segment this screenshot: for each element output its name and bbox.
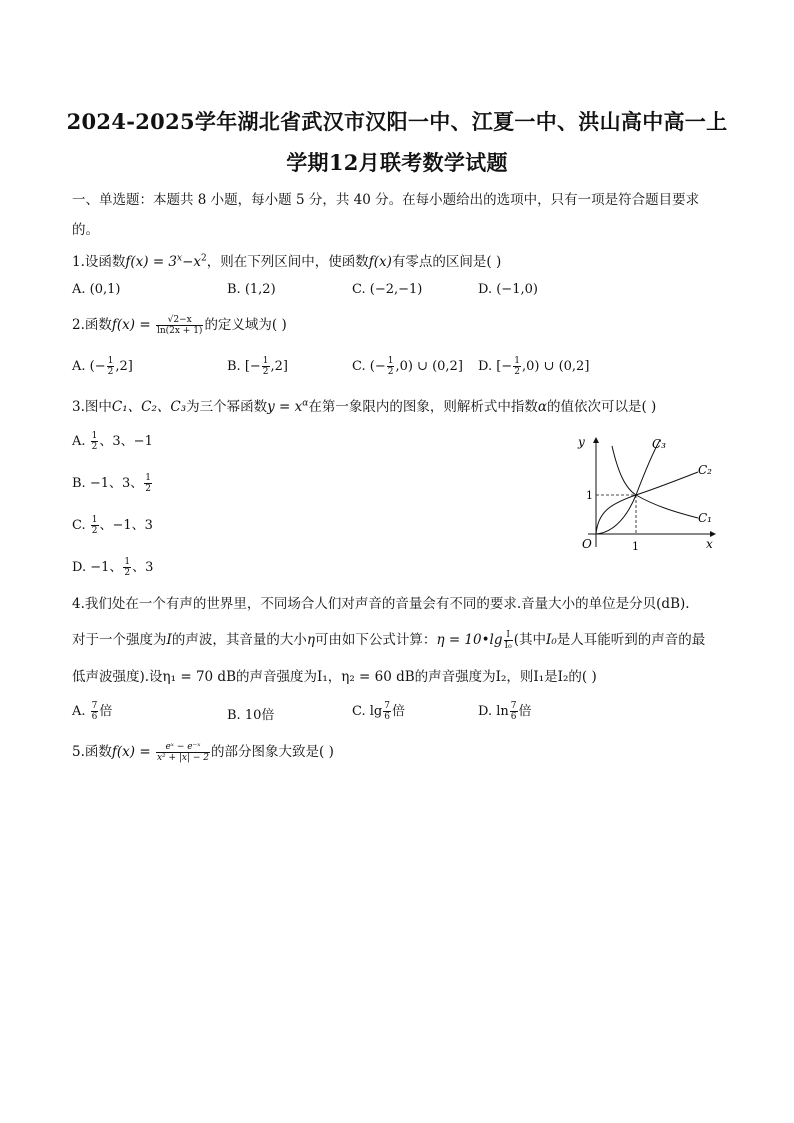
q2-b-frac xyxy=(262,356,270,377)
q4-frac-den: I₀ xyxy=(504,641,512,651)
q1-option-d[interactable]: D. (−1,0) xyxy=(478,282,538,297)
exam-title-line1: 2024-2025学年湖北省武汉市汉阳一中、江夏一中、洪山高中高一上 xyxy=(66,109,728,134)
frac-num: 1 xyxy=(124,557,131,567)
q2-d-label: D. [− xyxy=(478,359,513,374)
section-header-line1: 一、单选题：本题共 8 小题，每小题 5 分，共 40 分。在每小题给出的选项中，只有一项是符合题目要求 xyxy=(72,192,700,208)
q2-denominator: ln(2x + 1) xyxy=(156,326,203,336)
question-5 xyxy=(72,740,334,763)
y-axis-label: y xyxy=(578,435,585,449)
q5-pre: 5.函数 xyxy=(72,744,112,760)
q4-d-den: 6 xyxy=(510,712,517,722)
q4-b-pre: 10 xyxy=(244,708,262,723)
q1-pre: 1.设函数 xyxy=(72,254,126,270)
q2-post: 的定义域为( ) xyxy=(204,317,287,333)
q4-d-frac xyxy=(510,701,518,722)
q4-l2-end: 是人耳能听到的声音的最 xyxy=(556,632,706,648)
q4-c-num: 7 xyxy=(384,701,390,711)
q3-alpha2: α xyxy=(537,399,547,415)
q2-d-num: 1 xyxy=(514,356,520,366)
label-c3: C₃ xyxy=(652,437,666,451)
q4-c-frac xyxy=(383,701,391,722)
origin-label: O xyxy=(582,537,592,551)
q3-a-label: A. xyxy=(72,434,86,449)
q4-d-pre: ln xyxy=(496,704,509,719)
q1-option-c[interactable]: C. (−2,−1) xyxy=(352,282,423,297)
q2-a-frac xyxy=(107,356,115,377)
q1-post: ，则在下列区间中，使函数 xyxy=(206,254,369,270)
q2-func: f(x) = xyxy=(111,317,155,333)
q4-b-label: B. xyxy=(227,708,241,723)
frac-den: 2 xyxy=(91,526,98,536)
q4-l2-mid: 的声波，其音量的大小 xyxy=(171,632,307,648)
frac-den: 2 xyxy=(91,442,98,452)
q2-option-a[interactable] xyxy=(72,356,133,377)
q2-b-num: 1 xyxy=(262,356,269,366)
q4-c-pre: lg xyxy=(369,704,383,719)
q2-a-tail: ,2] xyxy=(115,359,133,374)
q4-a-label: A. xyxy=(72,704,86,719)
q4-d-tail: 倍 xyxy=(518,704,532,719)
q3-d-label: D. xyxy=(72,560,87,575)
q4-b-tail: 倍 xyxy=(261,708,275,723)
q2-option-b[interactable] xyxy=(227,356,288,377)
q5-numerator: eˣ − e⁻ˣ xyxy=(156,742,210,753)
q2-d-den: 2 xyxy=(514,367,520,377)
label-c1: C₁ xyxy=(698,511,712,525)
q4-d-num: 7 xyxy=(510,701,517,711)
q3-option-a[interactable] xyxy=(72,430,153,452)
q2-fraction xyxy=(156,315,204,336)
q1-option-a[interactable]: A. (0,1) xyxy=(72,282,121,297)
q3-post: 在第一象限内的图象，则解析式中指数 xyxy=(308,399,538,415)
frac-den: 2 xyxy=(145,484,151,494)
q2-c-label: C. (− xyxy=(352,359,386,374)
q3-c-label: C. xyxy=(72,518,86,533)
q3-c-frac xyxy=(91,515,99,536)
q2-c-tail: ,0) ∪ (0,2] xyxy=(395,359,463,374)
tick-x-1: 1 xyxy=(632,540,639,553)
q4-c-den: 6 xyxy=(384,712,390,722)
q2-b-tail: ,2] xyxy=(270,359,289,374)
q2-c-den: 2 xyxy=(387,367,394,377)
q4-l2-post: (其中 xyxy=(513,632,546,648)
q3-c-rest: 、−1、3 xyxy=(99,518,153,533)
q3-end: 的值依次可以是( ) xyxy=(546,399,657,415)
q1-exp2: 2 xyxy=(201,253,207,264)
q1-mid: −x xyxy=(182,254,202,270)
q3-pre: 3.图中 xyxy=(72,399,112,415)
q4-a-frac xyxy=(91,701,99,722)
q5-func: f(x) = xyxy=(111,744,155,760)
q3-b-rest: −1、3、 xyxy=(89,476,144,491)
q2-a-den: 2 xyxy=(107,367,114,377)
q3-d-rest: 、3 xyxy=(132,560,154,575)
q4-d-label: D. xyxy=(478,704,493,719)
q1-exp1: x xyxy=(177,253,183,264)
q2-d-frac xyxy=(513,356,521,377)
q4-a-tail: 倍 xyxy=(99,704,113,719)
q3-a-rest: 、3、−1 xyxy=(99,434,153,449)
q3-option-c[interactable] xyxy=(72,514,153,536)
q3-d-pre: −1、 xyxy=(90,560,123,575)
power-function-graph xyxy=(570,432,720,560)
q4-c-tail: 倍 xyxy=(391,704,405,719)
q2-b-label: B. [− xyxy=(227,359,261,374)
question-3 xyxy=(72,395,656,415)
x-axis-label: x xyxy=(706,537,713,551)
q5-post: 的部分图象大致是( ) xyxy=(211,744,334,760)
frac-num: 1 xyxy=(91,431,98,441)
q4-option-b[interactable] xyxy=(227,704,274,723)
q3-a-frac xyxy=(91,431,99,452)
frac-den: 2 xyxy=(124,568,131,578)
q3-d-frac xyxy=(123,557,131,578)
q4-l2-pre: 对于一个强度为 xyxy=(72,632,167,648)
q3-mid: 为三个幂函数 xyxy=(186,399,268,415)
q3-option-b[interactable] xyxy=(72,472,153,494)
q2-numerator: √2−x xyxy=(156,315,204,326)
q3-alpha: α xyxy=(302,398,309,409)
q3-b-frac xyxy=(144,473,152,494)
q2-a-label: A. (− xyxy=(72,359,106,374)
q4-option-d[interactable] xyxy=(478,700,532,722)
q4-eta: η xyxy=(306,632,315,648)
q2-pre: 2.函数 xyxy=(72,317,112,333)
q4-I0: I₀ xyxy=(545,632,557,648)
q4-l2-mid2: 可由如下公式计算： xyxy=(314,632,437,648)
question-2 xyxy=(72,313,287,336)
question-4-line2 xyxy=(72,628,705,651)
curve-c1 xyxy=(612,446,698,518)
q4-a-num: 7 xyxy=(91,701,98,711)
q4-a-den: 6 xyxy=(91,712,98,722)
q1-fx: f(x) xyxy=(368,254,392,270)
q1-post2: 有零点的区间是( ) xyxy=(391,254,502,270)
tick-y-1: 1 xyxy=(586,489,593,502)
q2-c-num: 1 xyxy=(387,356,394,366)
q4-c-label: C. xyxy=(352,704,366,719)
question-1 xyxy=(72,250,501,270)
q2-option-d[interactable] xyxy=(478,356,589,377)
q5-fraction xyxy=(156,742,210,763)
q2-b-den: 2 xyxy=(262,367,269,377)
q2-d-tail: ,0) ∪ (0,2] xyxy=(521,359,590,374)
q4-option-a[interactable] xyxy=(72,700,112,722)
q3-func: y = x xyxy=(267,399,303,415)
q4-option-c[interactable] xyxy=(352,700,405,722)
q2-option-c[interactable] xyxy=(352,356,463,377)
q1-func: f(x) = 3 xyxy=(125,254,178,270)
section-header-line2: 的。 xyxy=(72,222,99,238)
q4-formula: η = 10•lg xyxy=(436,632,503,648)
question-4-line1: 4.我们处在一个有声的世界里，不同场合人们对声音的音量会有不同的要求.音量大小的单位是分贝(dB). xyxy=(72,596,690,612)
q3-curves: C₁、C₂、C₃ xyxy=(111,399,187,415)
curve-c2 xyxy=(596,472,698,534)
frac-num: 1 xyxy=(145,473,151,483)
q4-frac-num: I xyxy=(504,630,513,641)
q3-option-d[interactable] xyxy=(72,556,153,578)
frac-num: 1 xyxy=(91,515,98,525)
label-c2: C₂ xyxy=(698,463,712,477)
q2-c-frac xyxy=(387,356,395,377)
question-4-line3: 低声波强度).设η₁ = 70 dB的声音强度为I₁，η₂ = 60 dB的声音强度为I₂，则I₁是I₂的( ) xyxy=(72,669,597,685)
q4-frac xyxy=(504,630,513,651)
q5-denominator: x² + |x| − 2 xyxy=(156,753,210,763)
exam-title-line2: 学期12月联考数学试题 xyxy=(286,150,508,175)
q4-I: I xyxy=(166,632,172,648)
q2-a-num: 1 xyxy=(107,356,114,366)
q1-option-b[interactable]: B. (1,2) xyxy=(227,282,276,297)
q3-b-label: B. xyxy=(72,476,86,491)
